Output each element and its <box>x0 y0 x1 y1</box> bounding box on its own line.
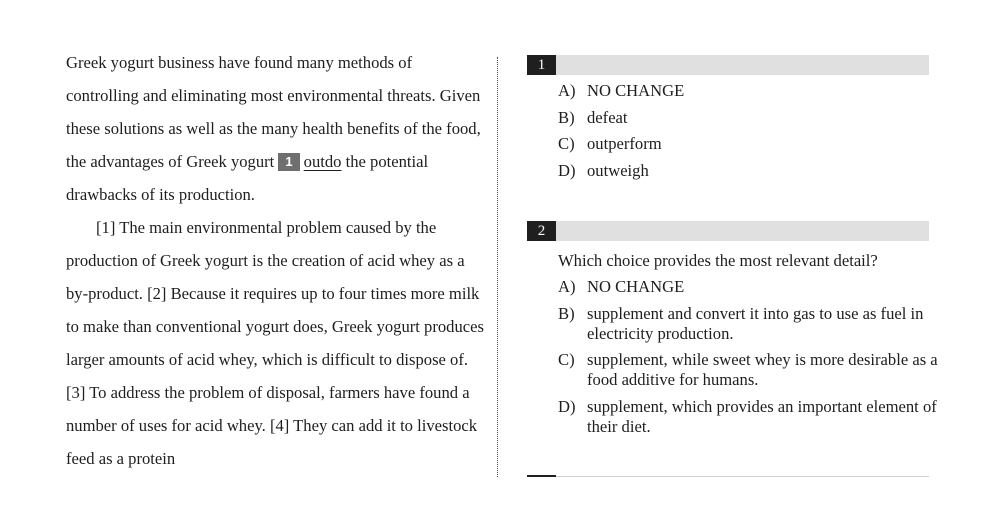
question-1-choice-a[interactable] <box>558 81 938 101</box>
question-2-number: 2 <box>527 221 556 241</box>
passage-paragraph-1 <box>66 46 486 211</box>
question-2-choice-b[interactable] <box>558 304 938 344</box>
next-question-marker <box>527 475 556 477</box>
question-1-number: 1 <box>527 55 556 75</box>
next-question-rule <box>527 476 929 477</box>
column-divider <box>497 57 498 477</box>
choice-letter: B) <box>558 107 575 127</box>
passage-text-after: the potential drawbacks of its production. <box>66 152 429 204</box>
choice-letter: C) <box>558 350 575 369</box>
question-2-choice-d[interactable] <box>558 397 938 437</box>
question-2-choices <box>558 277 938 437</box>
underlined-portion[interactable]: outdo <box>303 152 342 171</box>
question-1-marker[interactable]: 1 <box>278 153 299 171</box>
passage-text-before: Greek yogurt business have found many methods of controlling and eliminating most environmental threats. Given these solutions as well as the many health benefits of the food, the advantages of Greek yogurt <box>66 53 481 171</box>
choice-letter: D) <box>558 396 576 416</box>
passage <box>66 46 486 475</box>
question-1-choice-c[interactable] <box>558 134 938 154</box>
choice-text: supplement, which provides an important element of their diet. <box>587 396 937 436</box>
choice-letter: D) <box>558 160 576 180</box>
question-2-choice-c[interactable] <box>558 350 938 390</box>
choice-text: NO CHANGE <box>587 277 685 296</box>
choice-text: supplement, while sweet whey is more desirable as a food additive for humans. <box>587 350 938 389</box>
choice-letter: A) <box>558 277 576 296</box>
choice-letter: C) <box>558 134 575 153</box>
question-1-choice-d[interactable] <box>558 161 938 181</box>
question-1-header <box>527 55 929 75</box>
choice-letter: A) <box>558 81 576 100</box>
question-1-choice-b[interactable] <box>558 108 938 128</box>
choice-text: NO CHANGE <box>587 81 685 100</box>
choice-text: outweigh <box>587 160 649 180</box>
choice-text: supplement and convert it into gas to use as fuel in electricity production. <box>587 303 924 343</box>
passage-paragraph-2: [1] The main environmental problem caused by the production of Greek yogurt is the creation of acid whey as a by-product. [2] Because it requires up to four times more milk to make than conventional yogurt does, Greek yogurt produces larger amounts of acid whey, which is difficult to dispose of. [3] To address the problem of disposal, farmers have found a number of uses for acid whey. [4] They can add it to livestock feed as a protein <box>66 218 484 468</box>
choice-text: outperform <box>587 134 662 153</box>
question-2-stem: Which choice provides the most relevant detail? <box>558 251 878 270</box>
question-2-choice-a[interactable] <box>558 277 938 297</box>
question-2-header <box>527 221 929 241</box>
choice-text: defeat <box>587 107 628 127</box>
choice-letter: B) <box>558 303 575 323</box>
question-1-choices <box>558 81 938 181</box>
